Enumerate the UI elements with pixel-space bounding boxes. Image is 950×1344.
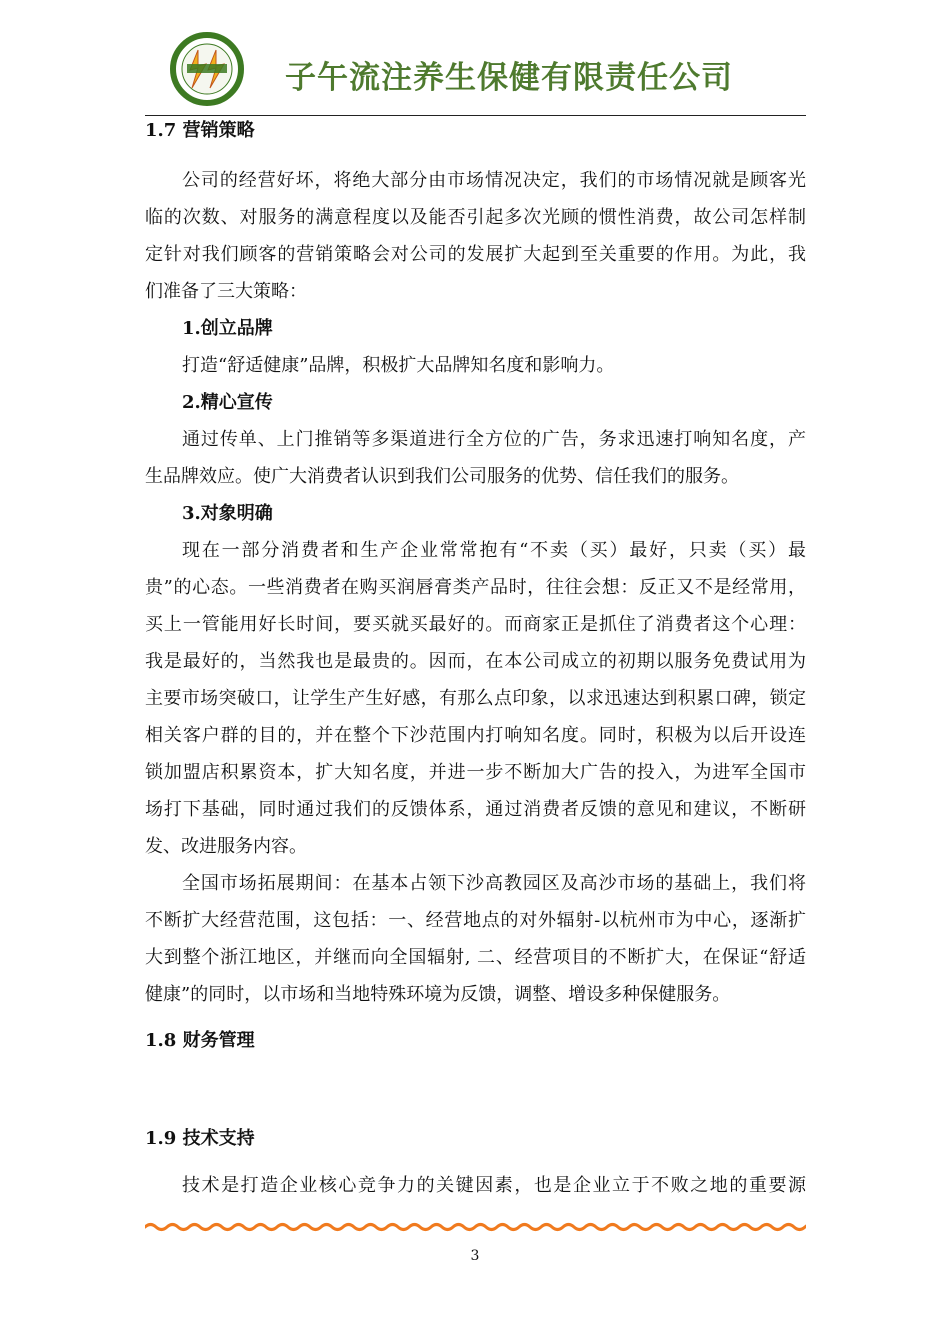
company-logo: [170, 32, 244, 106]
company-name: 子午流注养生保健有限责任公司: [285, 60, 733, 96]
subheading: 1.创立品牌: [182, 318, 273, 339]
section-financial-management: [145, 1022, 806, 1059]
text-line: 相关客户群的目的，并在整个下沙范围内打响知名度。同时，积极为以后开设连: [145, 725, 806, 746]
text-line: 生品牌效应。使广大消费者认识到我们公司服务的优势、信任我们的服务。: [145, 466, 739, 487]
subheading: 3.对象明确: [182, 503, 273, 524]
section-technical-support: [145, 1120, 806, 1204]
paragraph: [145, 865, 806, 1013]
text-line: 通过传单、上门推销等多渠道进行全方位的广告，务求迅速打响知名度，产: [182, 429, 806, 450]
text-line: 现在一部分消费者和生产企业常常抱有“不卖（买）最好，只卖（买）最: [182, 540, 806, 561]
text-line: 技术是打造企业核心竞争力的关键因素，也是企业立于不败之地的重要源: [182, 1175, 806, 1196]
text-line: 买上一管能用好长时间，要买就买最好的。而商家正是抓住了消费者这个心理：: [145, 614, 806, 635]
paragraph: [145, 1167, 806, 1204]
text-line: 不断扩大经营范围，这包括：一、经营地点的对外辐射-以杭州市为中心，逐渐扩: [145, 910, 806, 931]
text-line: 大到整个浙江地区，并继而向全国辐射, 二、经营项目的不断扩大，在保证“舒适: [145, 947, 806, 968]
section-heading: 1.8 财务管理: [145, 1030, 255, 1051]
text-line: 主要市场突破口，让学生产生好感，有那么点印象，以求迅速达到积累口碑，锁定: [145, 688, 806, 709]
paragraph: [145, 162, 806, 310]
text-line: 们准备了三大策略：: [145, 281, 307, 302]
section-heading: 1.7 营销策略: [145, 120, 255, 141]
paragraph: [145, 532, 806, 865]
text-line: 锁加盟店积累资本，扩大知名度，并进一步不断加大广告的投入，为进军全国市: [145, 762, 806, 783]
text-line: 健康”的同时，以市场和当地特殊环境为反馈，调整、增设多种保健服务。: [145, 984, 731, 1005]
footer-wave-divider: [145, 1220, 806, 1234]
section-marketing-strategy: [145, 112, 806, 1013]
text-line: 我是最好的，当然我也是最贵的。因而，在本公司成立的初期以服务免费试用为: [145, 651, 806, 672]
page-header: [145, 30, 806, 116]
text-line: 发、改进服务内容。: [145, 836, 307, 857]
text-line: 全国市场拓展期间：在基本占领下沙高教园区及高沙市场的基础上，我们将: [182, 873, 806, 894]
text-line: 场打下基础，同时通过我们的反馈体系，通过消费者反馈的意见和建议，不断研: [145, 799, 806, 820]
text-line: 贵”的心态。一些消费者在购买润唇膏类产品时，往往会想：反正又不是经常用，: [145, 577, 806, 598]
text-line: 临的次数、对服务的满意程度以及能否引起多次光顾的惯性消费，故公司怎样制: [145, 207, 806, 228]
text-line: 定针对我们顾客的营销策略会对公司的发展扩大起到至关重要的作用。为此，我: [145, 244, 806, 265]
text-line: 公司的经营好坏，将绝大部分由市场情况决定，我们的市场情况就是顾客光: [182, 170, 806, 191]
paragraph: [145, 421, 806, 495]
subheading: 2.精心宣传: [182, 392, 273, 413]
paragraph: [145, 347, 806, 384]
section-heading: 1.9 技术支持: [145, 1128, 255, 1149]
text-line: 打造“舒适健康”品牌，积极扩大品牌知名度和影响力。: [182, 355, 615, 376]
page-number: 3: [470, 1248, 480, 1264]
